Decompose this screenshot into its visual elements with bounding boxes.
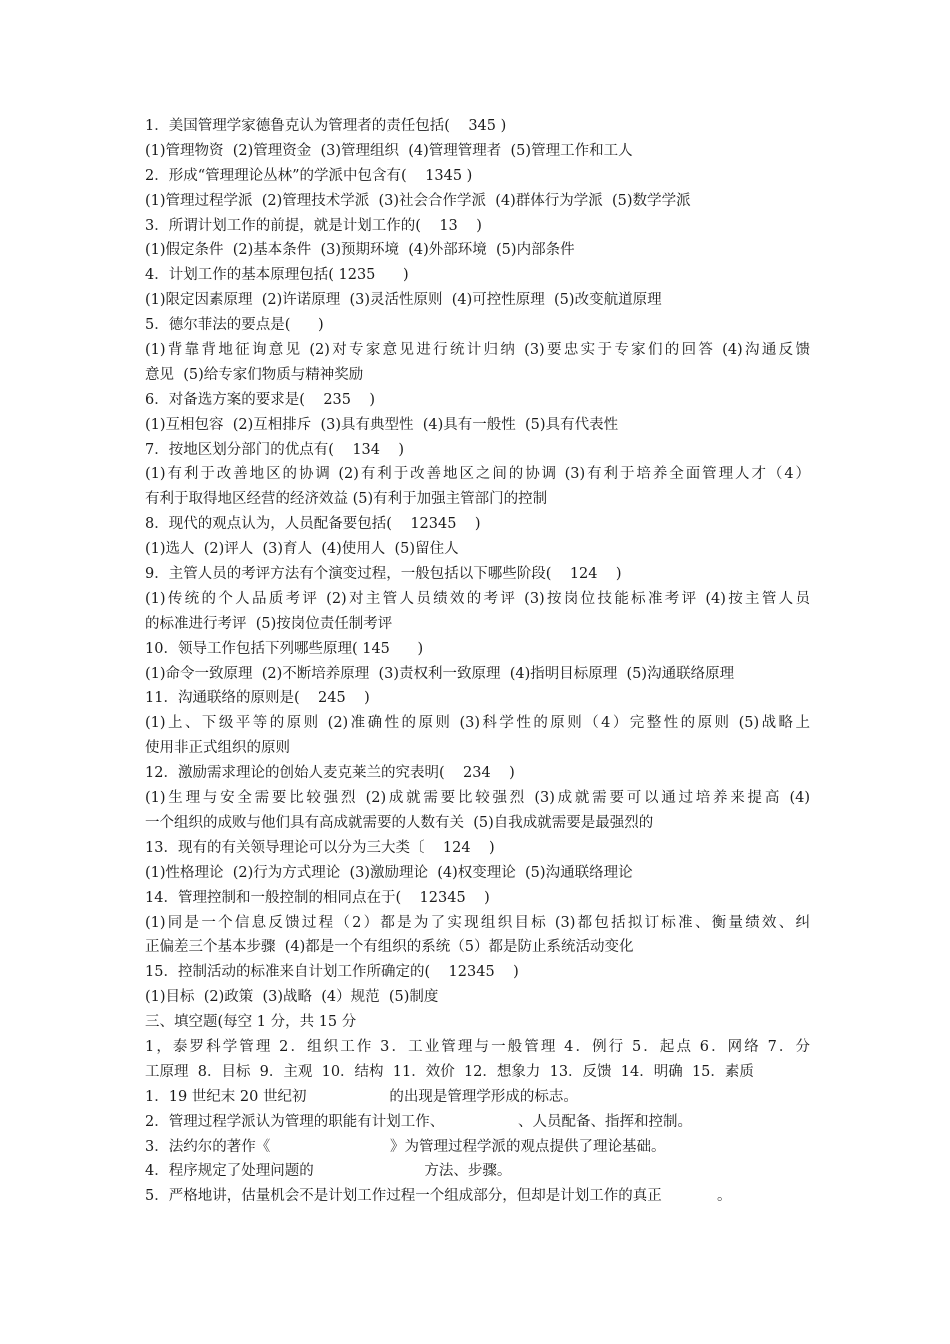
question-15-options: (1)目标 (2)政策 (3)战略 (4）规范 (5)制度 (145, 989, 439, 1006)
fill-in-4: 4．程序规定了处理问题的 方法、步骤。 (145, 1163, 512, 1180)
question-14-options-cont: 正偏差三个基本步骤 (4)都是一个有组织的系统（5）都是防止系统活动变化 (145, 939, 634, 956)
question-11: 11．沟通联络的原则是( 245 ) (145, 690, 370, 707)
question-7: 7．按地区划分部门的优点有( 134 ) (145, 441, 405, 458)
question-5-options: (1)背靠背地征询意见 (2)对专家意见进行统计归纳 (3)要忠实于专家们的回答 (4)沟通反馈 (145, 342, 810, 359)
question-7-options: (1)有利于改善地区的协调 (2)有利于改善地区之间的协调 (3)有利于培养全面管理人才（4） (145, 466, 810, 483)
question-10: 10．领导工作包括下列哪些原理( 145 ) (145, 640, 424, 657)
question-14-options: (1)同是一个信息反馈过程（2）都是为了实现组织目标 (3)都包括拟订标准、衡量绩效、纠 (145, 914, 810, 931)
fill-in-1: 1．19 世纪末 20 世纪初 的出现是管理学形成的标志。 (145, 1088, 578, 1105)
question-3-options: (1)假定条件 (2)基本条件 (3)预期环境 (4)外部环境 (5)内部条件 (145, 242, 575, 259)
question-8-options: (1)选人 (2)评人 (3)育人 (4)使用人 (5)留住人 (145, 541, 459, 558)
question-1: 1．美国管理学家德鲁克认为管理者的责任包括( 345 ) (145, 118, 507, 134)
fill-in-2: 2．管理过程学派认为管理的职能有计划工作、 、人员配备、指挥和控制。 (145, 1113, 692, 1130)
question-11-options: (1)上、下级平等的原则 (2)准确性的原则 (3)科学性的原则（4）完整性的原则 (5)战略上 (145, 715, 810, 732)
question-11-options-cont: 使用非正式组织的原则 (145, 740, 290, 757)
question-6: 6．对备选方案的要求是( 235 ) (145, 391, 376, 408)
question-15: 15．控制活动的标准来自计划工作所确定的( 12345 ) (145, 964, 519, 981)
question-10-options: (1)命令一致原理 (2)不断培养原理 (3)责权利一致原理 (4)指明目标原理 (5)沟通联络原理 (145, 665, 735, 682)
fill-in-3: 3．法约尔的著作《 》为管理过程学派的观点提供了理论基础。 (145, 1138, 666, 1155)
question-4: 4．计划工作的基本原理包括( 1235 ) (145, 267, 409, 284)
question-12-options-cont: 一个组织的成败与他们具有高成就需要的人数有关 (5)自我成就需要是最强烈的 (145, 814, 654, 831)
answer-key-line-1: 1，泰罗科学管理 2．组织工作 3．工业管理与一般管理 4．例行 5．起点 6．网络 7．分 (145, 1038, 810, 1055)
answer-key-line-2: 工原理 8．目标 9．主观 10．结构 11．效价 12．想象力 13．反馈 14．明确 15．素质 (145, 1063, 754, 1080)
question-8: 8．现代的观点认为，人员配备要包括( 12345 ) (145, 516, 481, 533)
fill-in-5: 5．严格地讲，估量机会不是计划工作过程一个组成部分，但却是计划工作的真正 。 (145, 1188, 732, 1205)
question-9-options: (1)传统的个人品质考评 (2)对主管人员绩效的考评 (3)按岗位技能标准考评 (4)按主管人员 (145, 590, 810, 607)
question-13-options: (1)性格理论 (2)行为方式理论 (3)激励理论 (4)权变理论 (5)沟通联络理论 (145, 864, 633, 881)
question-9: 9．主管人员的考评方法有个演变过程，一般包括以下哪些阶段( 124 ) (145, 566, 622, 583)
question-1-options: (1)管理物资 (2)管理资金 (3)管理组织 (4)管理管理者 (5)管理工作和工人 (145, 142, 633, 159)
question-6-options: (1)互相包容 (2)互相排斥 (3)具有典型性 (4)具有一般性 (5)具有代表性 (145, 416, 619, 433)
question-12: 12．激励需求理论的创始人麦克莱兰的究表明( 234 ) (145, 765, 515, 782)
document-body (145, 114, 810, 1209)
question-12-options: (1)生理与安全需要比较强烈 (2)成就需要比较强烈 (3)成就需要可以通过培养来提高 (4) (145, 790, 810, 807)
question-14: 14．管理控制和一般控制的相同点在于( 12345 ) (145, 889, 490, 906)
question-3: 3．所谓计划工作的前提，就是计划工作的( 13 ) (145, 217, 482, 234)
section-heading-fill-in: 三、填空题(每空 1 分，共 15 分 (145, 1014, 357, 1031)
question-4-options: (1)限定因素原理 (2)许诺原理 (3)灵活性原则 (4)可控性原理 (5)改变航道原理 (145, 292, 662, 309)
question-2: 2．形成“管理理论丛林”的学派中包含有( 1345 ) (145, 167, 473, 184)
question-9-options-cont: 的标准进行考评 (5)按岗位责任制考评 (145, 615, 393, 632)
question-7-options-cont: 有利于取得地区经营的经济效益 (5)有利于加强主管部门的控制 (145, 491, 548, 508)
question-5: 5．德尔菲法的要点是( ) (145, 317, 324, 334)
question-2-options: (1)管理过程学派 (2)管理技术学派 (3)社会合作学派 (4)群体行为学派 (5)数学学派 (145, 192, 691, 209)
question-5-options-cont: 意见 (5)给专家们物质与精神奖励 (145, 366, 364, 383)
question-13: 13．现有的有关领导理论可以分为三大类〔 124 ) (145, 839, 495, 856)
